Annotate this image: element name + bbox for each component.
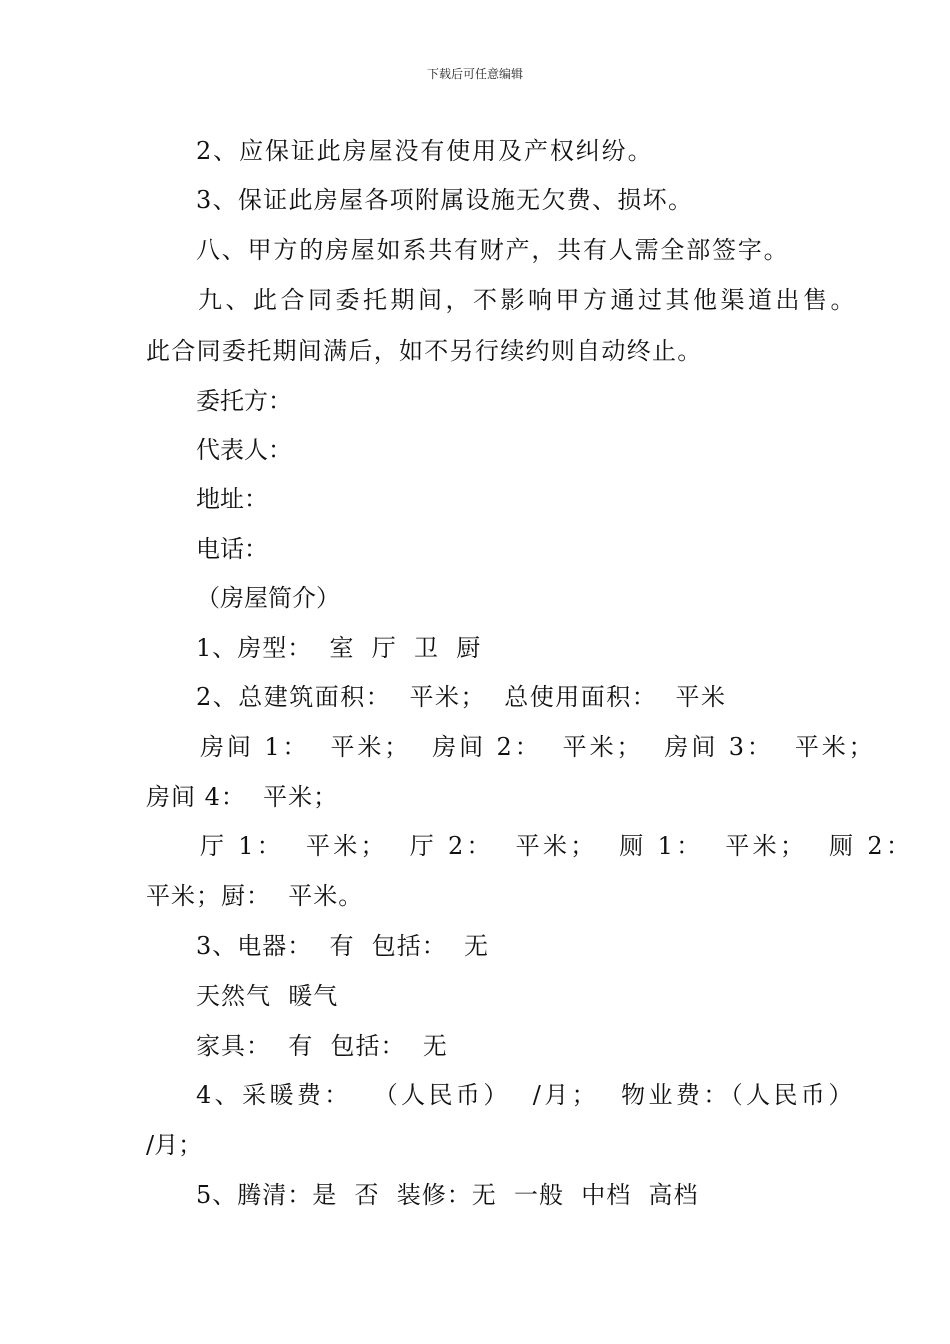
gas-heating-line: 天然气 暖气 bbox=[196, 982, 339, 1010]
fees-line-2: /月； bbox=[146, 1131, 203, 1159]
room-area-line-2: 房间 4： 平米； bbox=[146, 783, 339, 811]
room-area-line-1: 房间 1： 平米； 房间 2： 平米； 房间 3： 平米； bbox=[200, 733, 876, 761]
fees-line-1: 4、采暖费： （人民币） /月； 物业费：（人民币） bbox=[196, 1081, 856, 1109]
house-intro-heading: （房屋简介） bbox=[196, 584, 340, 612]
clause-line-1: 2、应保证此房屋没有使用及产权纠纷。 bbox=[196, 137, 654, 165]
principal-label: 委托方： bbox=[196, 387, 292, 415]
representative-label: 代表人： bbox=[196, 436, 292, 464]
vacate-renovation-line: 5、腾清：是 否 装修：无 一般 中档 高档 bbox=[196, 1181, 699, 1209]
hall-area-line-2: 平米；厨： 平米。 bbox=[146, 882, 364, 910]
area-line: 2、总建筑面积： 平米； 总使用面积： 平米 bbox=[196, 683, 727, 711]
hall-area-line-1: 厅 1： 平米； 厅 2： 平米； 厕 1： 平米； 厕 2： bbox=[200, 832, 914, 860]
address-label: 地址： bbox=[196, 485, 268, 513]
clause-line-5: 此合同委托期间满后，如不另行续约则自动终止。 bbox=[146, 337, 703, 365]
clause-line-3: 八、甲方的房屋如系共有财产，共有人需全部签字。 bbox=[196, 236, 790, 264]
phone-label: 电话： bbox=[196, 535, 268, 563]
page-header: 下载后可任意编辑 bbox=[426, 67, 523, 81]
clause-line-4: 九、此合同委托期间，不影响甲方通过其他渠道出售。 bbox=[198, 286, 858, 314]
room-type-line: 1、房型： 室 厅 卫 厨 bbox=[196, 634, 482, 662]
appliances-line: 3、电器： 有 包括： 无 bbox=[196, 932, 490, 960]
furniture-line: 家具： 有 包括： 无 bbox=[196, 1032, 448, 1060]
clause-line-2: 3、保证此房屋各项附属设施无欠费、损坏。 bbox=[196, 186, 694, 214]
